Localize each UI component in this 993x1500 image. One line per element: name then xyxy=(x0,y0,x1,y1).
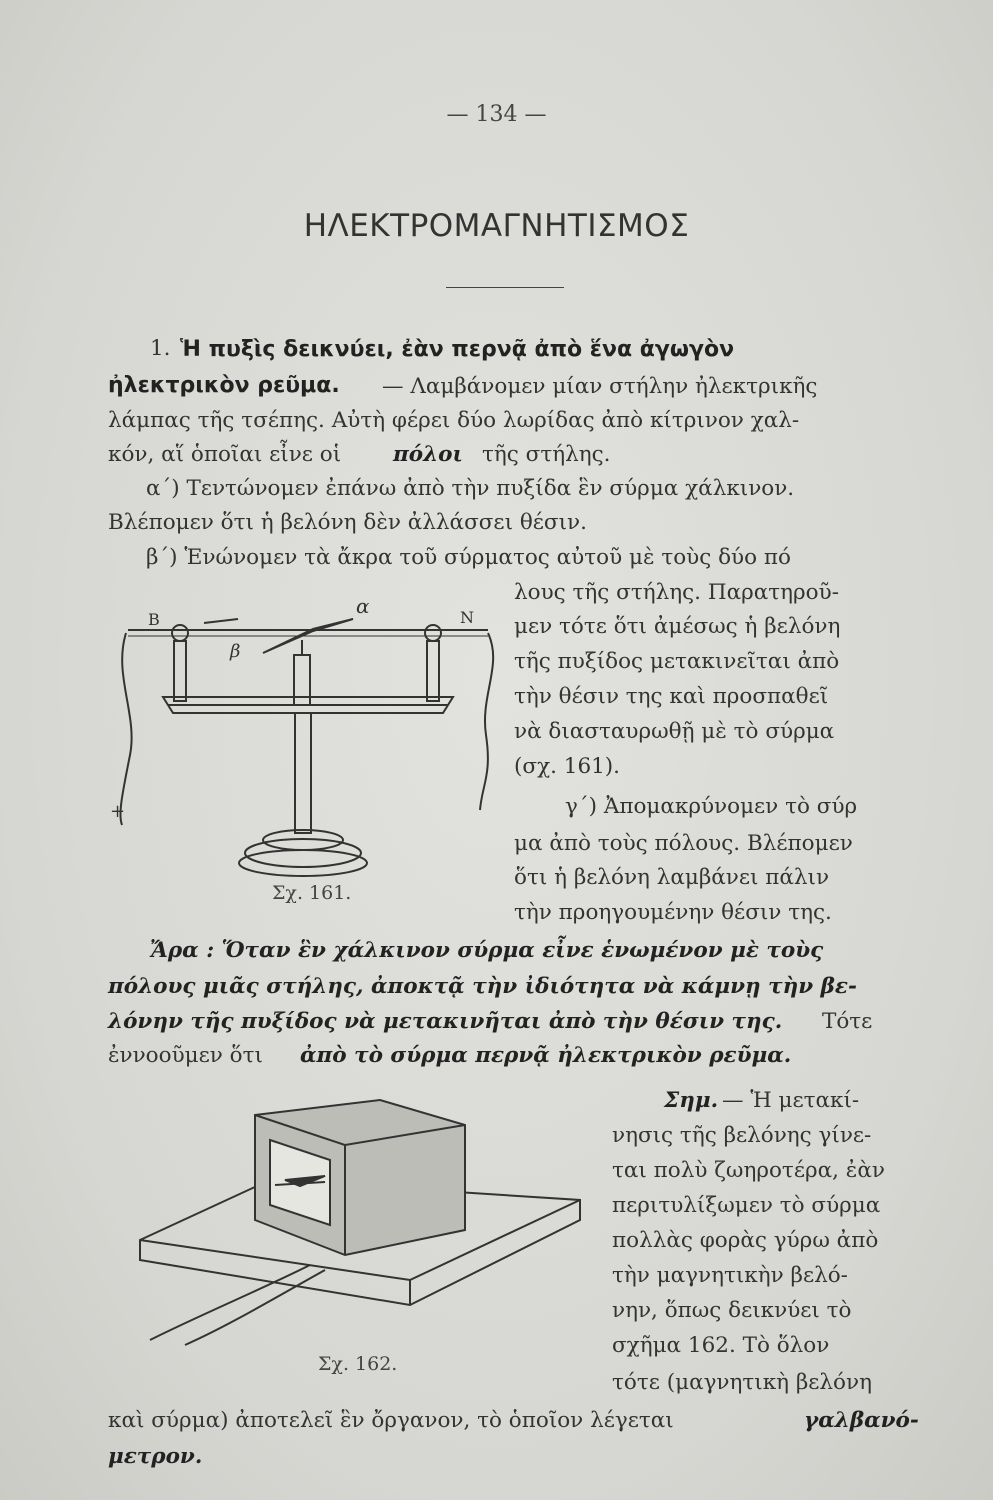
body-line: — Ἡ μετακί- xyxy=(722,1088,860,1113)
body-line: κόν, αἵ ὁποῖαι εἶνε οἱ xyxy=(108,442,342,467)
figure-161-caption: Σχ. 161. xyxy=(272,882,352,904)
section-heading-line-2: ἠλεκτρικὸν ρεῦμα. xyxy=(108,373,340,398)
body-line: νὰ διασταυρωθῇ μὲ τὸ σύρμα xyxy=(514,719,835,744)
conclusion-line: ἀπὸ τὸ σύρμα περνᾷ ἠλεκτρικὸν ρεῦμα. xyxy=(300,1043,792,1068)
body-line: ται πολὺ ζωηροτέρα, ἐὰν xyxy=(612,1158,885,1183)
chapter-title: ΗΛΕΚΤΡΟΜΑΓΝΗΤΙΣΜΟΣ xyxy=(303,208,690,244)
body-line: τὴν προηγουμένην θέσιν της. xyxy=(514,900,832,925)
body-line: α΄) Τεντώνομεν ἐπάνω ἀπὸ τὴν πυξίδα ἓν σύρμα χάλκινον. xyxy=(146,476,795,501)
body-line: Τότε xyxy=(822,1009,873,1034)
conclusion-line: λόνην τῆς πυξίδος νὰ μετακινῆται ἀπὸ τὴν θέσιν της. xyxy=(108,1009,783,1034)
body-line: περιτυλίξωμεν τὸ σύρμα xyxy=(612,1193,881,1218)
body-line: ὅτι ἡ βελόνη λαμβάνει πάλιν xyxy=(514,865,830,890)
note-label: Σημ. xyxy=(664,1088,719,1113)
body-line: λάμπας τῆς τσέπης. Αὐτὴ φέρει δύο λωρίδας ἀπὸ κίτρινον χαλ- xyxy=(108,408,800,433)
body-line: πολλὰς φορὰς γύρω ἀπὸ xyxy=(612,1228,879,1253)
section-heading-line-1: Ἡ πυξὶς δεικνύει, ἐὰν περνᾷ ἀπὸ ἕνα ἀγωγὸν xyxy=(180,337,735,362)
label-plus: + xyxy=(110,801,126,822)
body-line: Βλέπομεν ὅτι ἡ βελόνη δὲν ἀλλάσσει θέσιν. xyxy=(108,510,587,535)
body-line: τῆς πυξίδος μετακινεῖται ἀπὸ xyxy=(514,649,840,674)
body-line: τῆς στήλης. xyxy=(482,442,611,467)
body-line: τότε (μαγνητικὴ βελόνη xyxy=(612,1370,872,1395)
page-number: — 134 — xyxy=(446,102,547,127)
body-line: β΄) Ἑνώνομεν τὰ ἄκρα τοῦ σύρματος αὐτοῦ μὲ τοὺς δύο πό xyxy=(146,545,791,570)
body-line: γ΄) Ἀπομακρύνομεν τὸ σύρ xyxy=(565,794,858,819)
body-line: — Λαμβάνομεν μίαν στήλην ἠλεκτρικῆς xyxy=(382,374,818,399)
body-line: μα ἀπὸ τοὺς πόλους. Βλέπομεν xyxy=(514,831,853,856)
label-beta: β xyxy=(230,641,241,662)
body-line: καὶ σύρμα) ἀποτελεῖ ἓν ὄργανον, τὸ ὁποῖον λέγεται xyxy=(108,1408,674,1433)
body-line: (σχ. 161). xyxy=(514,754,621,779)
conclusion-line: πόλους μιᾶς στήλης, ἀποκτᾷ τὴν ἰδιότητα νὰ κάμνῃ τὴν βε- xyxy=(108,974,857,999)
label-b-pole: B xyxy=(148,610,160,629)
body-line: νησις τῆς βελόνης γίνε- xyxy=(612,1123,872,1148)
term-galvanometer: γαλβανό- xyxy=(804,1408,919,1433)
body-line: νην, ὅπως δεικνύει τὸ xyxy=(612,1298,852,1323)
figure-162-galvanometer xyxy=(110,1090,590,1350)
label-n-pole: N xyxy=(460,608,474,627)
figure-161-compass-apparatus xyxy=(108,585,508,895)
body-line: τὴν μαγνητικὴν βελό- xyxy=(612,1263,848,1288)
label-alpha: α xyxy=(356,594,370,618)
body-line: μεν τότε ὅτι ἀμέσως ἡ βελόνη xyxy=(514,614,841,639)
body-line: σχῆμα 162. Τὸ ὅλον xyxy=(612,1333,830,1358)
section-number: 1. xyxy=(150,336,171,361)
body-line: τὴν θέσιν της καὶ προσπαθεῖ xyxy=(514,684,829,709)
body-line: λους τῆς στήλης. Παρατηροῦ- xyxy=(514,580,839,605)
conclusion-line: Ἄρα : Ὅταν ἓν χάλκινον σύρμα εἶνε ἑνωμένον μὲ τοὺς xyxy=(150,938,824,963)
term-poles: πόλοι xyxy=(393,442,463,467)
body-line: ἐννοοῦμεν ὅτι xyxy=(108,1043,263,1068)
title-divider xyxy=(446,287,564,288)
figure-162-caption: Σχ. 162. xyxy=(318,1353,398,1375)
term-galvanometer-end: μετρον. xyxy=(108,1444,203,1469)
